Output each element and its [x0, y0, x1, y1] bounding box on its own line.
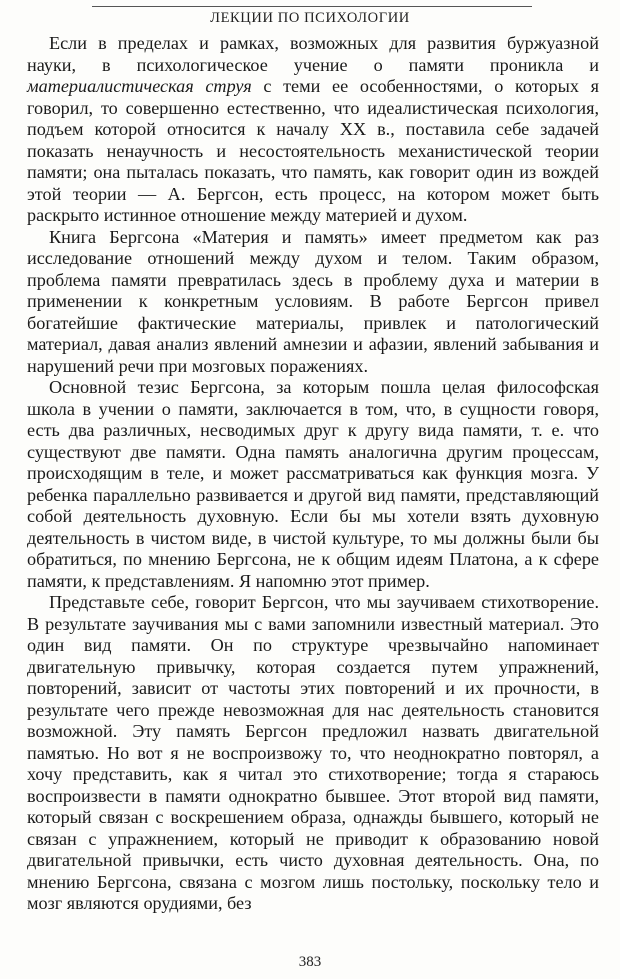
italic-phrase: материалистическая струя [27, 76, 252, 96]
paragraph-1 [27, 33, 599, 227]
paragraph-2 [27, 227, 599, 378]
header-rule [92, 6, 532, 7]
body-text [27, 33, 599, 915]
paragraph-3 [27, 377, 599, 592]
text-segment: Если в пределах и рамках, возможных для развития буржуазной науки, в психологическое учение о памяти проникла и [27, 33, 599, 75]
paragraph-4 [27, 592, 599, 915]
running-header: ЛЕКЦИИ ПО ПСИХОЛОГИИ [210, 10, 410, 26]
text-segment: Представьте себе, говорит Бергсон, что мы заучиваем стихотворение. В результате заучивания мы с вами запомнили известный материал. Это один вид памяти. Он по структуре чрезвычайно напоминает двигательную привычку, которая создается путем упражнений, повторений, зависит от частоты этих повторений и их прочности, в результате чего прежде невозможная для нас деятельность становится возможной. Эту память Бергсон предложил назвать двигательной памятью. Но вот я не воспроизвожу то, что неоднократно повторял, а хочу представить, как я читал это стихотворение; тогда я стараюсь воспроизвести в памяти однократно бывшее. Этот второй вид памяти, который связан с воскрешением образа, однажды бывшего, который не связан с упражнением, который не приводит к образованию новой двигательной привычки, есть чисто духовная деятельность. Она, по мнению Бергсона, связана с мозгом лишь постольку, поскольку тело и мозг являются орудиями, без [27, 592, 599, 913]
page-number: 383 [298, 954, 322, 970]
text-segment: Книга Бергсона «Материя и память» имеет предметом как раз исследование отношений между духом и телом. Таким образом, проблема памяти превратилась здесь в проблему духа и материи в применении к конкретным условиям. В работе Бергсон привел богатейшие фактические материалы, привлек и патологический материал, давая анализ явлений амнезии и афазии, явлений забывания и нарушений речи при мозговых поражениях. [27, 226, 599, 376]
text-segment: с теми ее особенностями, о которых я говорил, то совершенно естественно, что идеалистическая психология, подъем которой относится к началу XX в., поставила себе задачей показать ненаучность и несостоятельность механистической теории памяти; она пыталась показать, что память, как говорит один из вождей этой теории — А. Бергсон, есть процесс, на котором может быть раскрыто истинное отношение между материей и духом. [27, 76, 599, 225]
text-segment: Основной тезис Бергсона, за которым пошла целая философская школа в учении о памяти, заключается в том, что, в сущности говоря, есть два различных, несводимых друг к другу вида памяти, т. е. что существуют две памяти. Одна память аналогична другим процессам, происходящим в теле, и может рассматриваться как функция мозга. У ребенка параллельно развивается и другой вид памяти, представляющий собой деятельность духовную. Если бы мы хотели взять духовную деятельность в чистом виде, в чистой культуре, то мы должны были бы обратиться, по мнению Бергсона, не к общим идеям Платона, а к сфере памяти, к представлениям. Я напомню этот пример. [27, 377, 599, 591]
